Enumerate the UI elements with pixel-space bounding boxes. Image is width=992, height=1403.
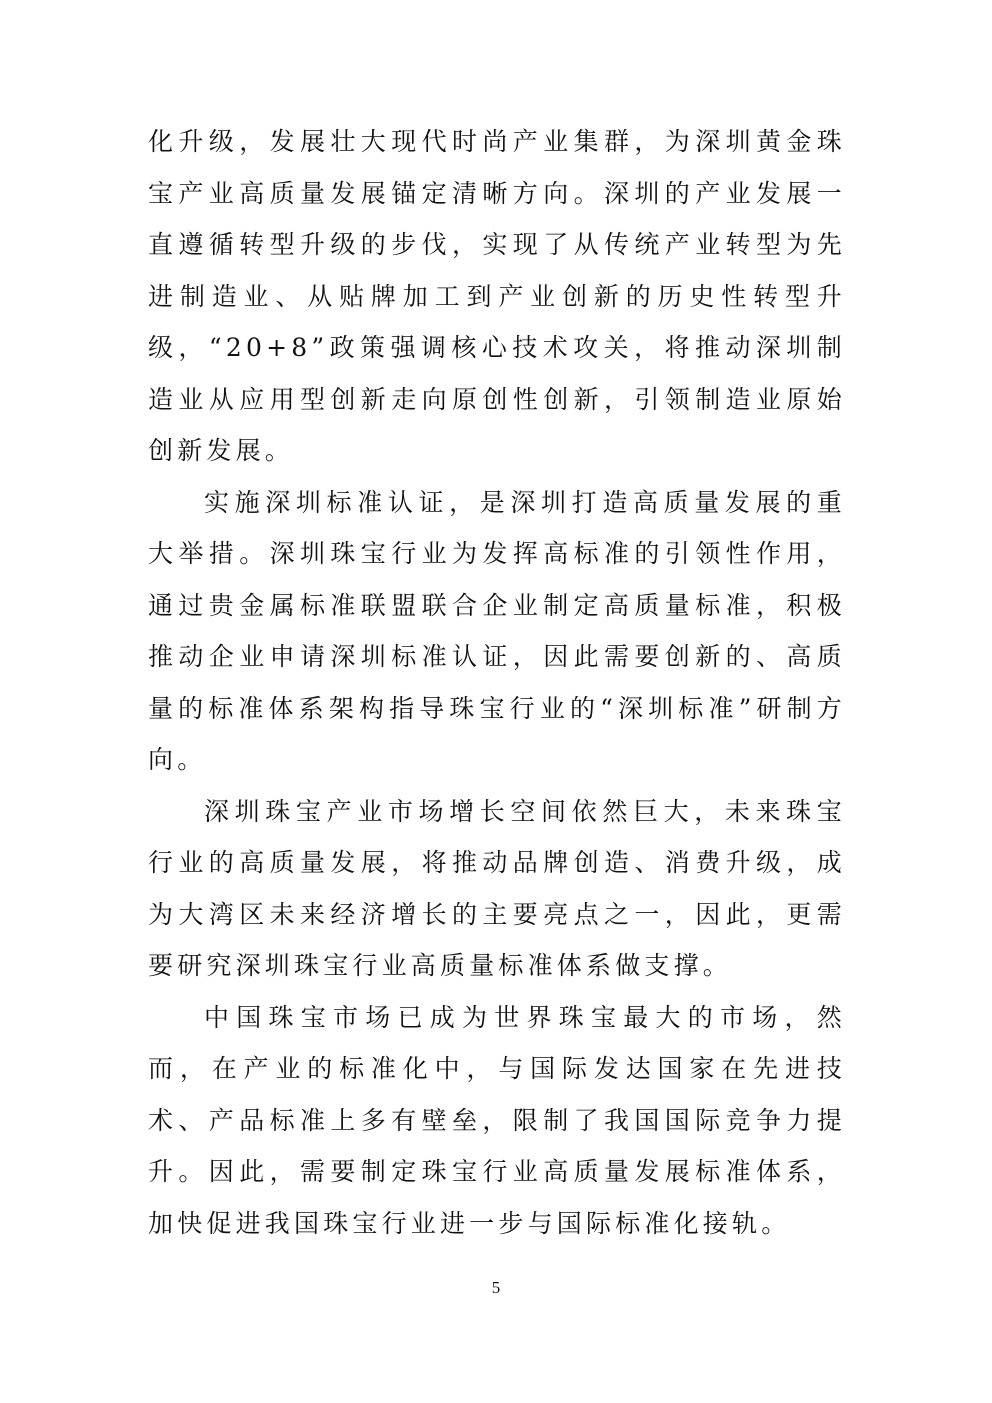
paragraph-shenzhen-standard: 实施深圳标准认证，是深圳打造高质量发展的重大举措。深圳珠宝行业为发挥高标准的引领性作用，通过贵金属标准联盟联合企业制定高质量标准，积极推动企业申请深圳标准认证，因此需要创新的、高质量的标准体系架构指导珠宝行业的“深圳标准”研制方向。: [148, 487, 846, 774]
document-body: [148, 116, 846, 1249]
paragraph-china-market: 中国珠宝市场已成为世界珠宝最大的市场，然而，在产业的标准化中，与国际发达国家在先进技术、产品标准上多有壁垒，限制了我国国际竞争力提升。因此，需要制定珠宝行业高质量发展标准体系，加快促进我国珠宝行业进一步与国际标准化接轨。: [148, 1002, 846, 1238]
paragraph-continuation: 化升级，发展壮大现代时尚产业集群，为深圳黄金珠宝产业高质量发展锚定清晰方向。深圳的产业发展一直遵循转型升级的步伐，实现了从传统产业转型为先进制造业、从贴牌加工到产业创新的历史性转型升级，“20+8”政策强调核心技术攻关，将推动深圳制造业从应用型创新走向原创性创新，引领制造业原始创新发展。: [148, 127, 846, 465]
page-number: 5: [491, 1278, 501, 1297]
paragraph-market-growth: 深圳珠宝产业市场增长空间依然巨大，未来珠宝行业的高质量发展，将推动品牌创造、消费升级，成为大湾区未来经济增长的主要亮点之一，因此，更需要研究深圳珠宝行业高质量标准体系做支撑。: [148, 796, 846, 980]
